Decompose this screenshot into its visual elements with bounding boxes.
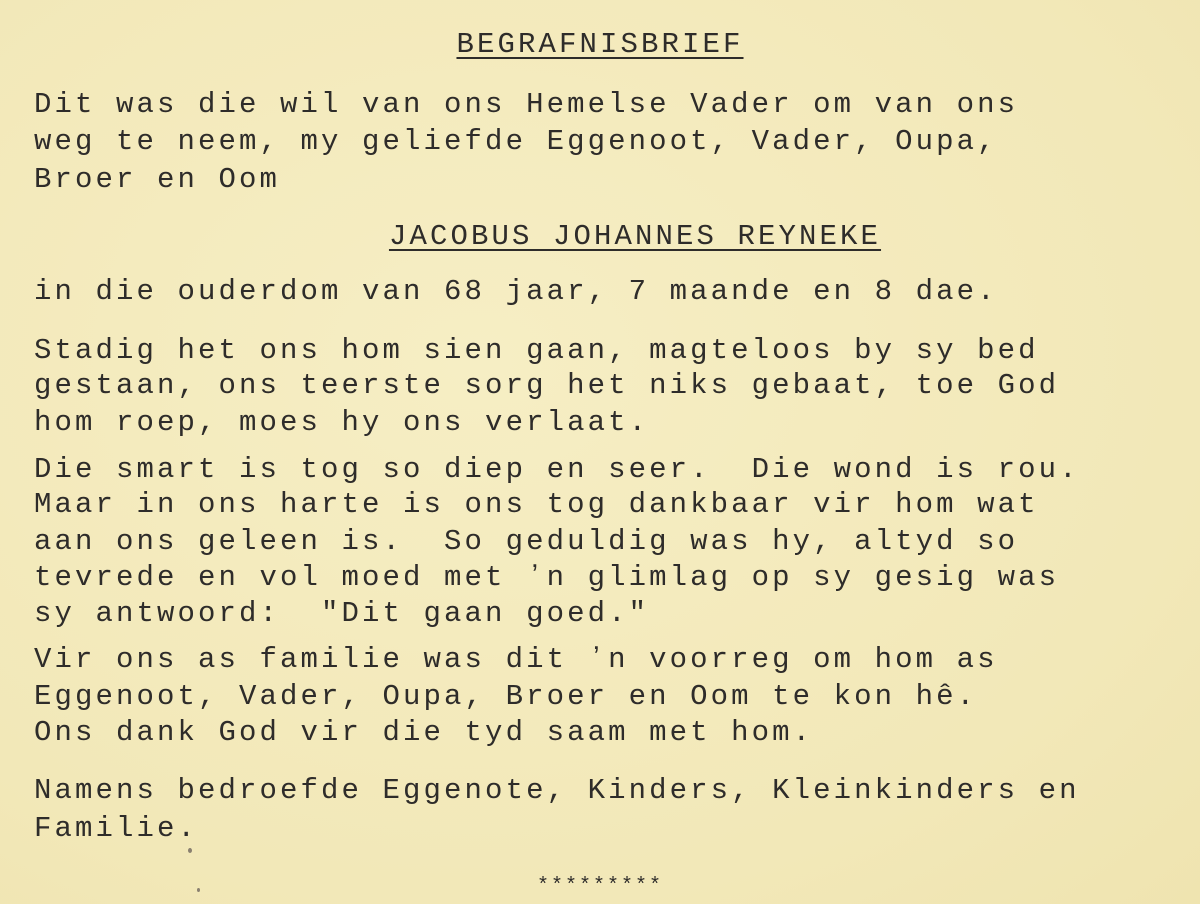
paragraph3-line-1: Vir ons as familie was dit ʼn voorreg om hom as <box>34 643 998 676</box>
paragraph2-line-1: Die smart is tog so diep en seer. Die wond is rou. <box>34 453 1080 486</box>
age-line: in die ouderdom van 68 jaar, 7 maande en 8 dae. <box>34 275 998 308</box>
paragraph2-line-3: aan ons geleen is. So geduldig was hy, altyd so <box>34 525 1019 558</box>
paragraph2-line-5: sy antwoord: "Dit gaan goed." <box>34 597 650 630</box>
paper-speck <box>188 848 192 853</box>
paragraph1-line-2: gestaan, ons teerste sorg het niks gebaat, toe God <box>34 369 1060 402</box>
paragraph1-line-1: Stadig het ons hom sien gaan, magteloos by sy bed <box>34 334 1039 367</box>
paragraph3-line-3: Ons dank God vir die tyd saam met hom. <box>34 716 814 749</box>
paragraph1-line-3: hom roep, moes hy ons verlaat. <box>34 406 650 439</box>
document-title: BEGRAFNISBRIEF <box>456 28 744 61</box>
paragraph3-line-2: Eggenoot, Vader, Oupa, Broer en Oom te kon hê. <box>34 680 978 713</box>
deceased-name: JACOBUS JOHANNES REYNEKE <box>388 220 882 253</box>
paper-speck <box>197 888 200 892</box>
closing-line-2: Familie. <box>34 812 199 845</box>
paragraph2-line-2: Maar in ons harte is ons tog dankbaar vir hom wat <box>34 488 1039 521</box>
divider-asterisks: ********* <box>536 875 664 898</box>
intro-line-2: weg te neem, my geliefde Eggenoot, Vader, Oupa, <box>34 125 998 158</box>
paragraph2-line-4: tevrede en vol moed met ʼn glimlag op sy gesig was <box>34 561 1060 594</box>
intro-line-3: Broer en Oom <box>34 163 281 196</box>
closing-line-1: Namens bedroefde Eggenote, Kinders, Kleinkinders en <box>34 774 1080 807</box>
intro-line-1: Dit was die wil van ons Hemelse Vader om van ons <box>34 88 1019 121</box>
